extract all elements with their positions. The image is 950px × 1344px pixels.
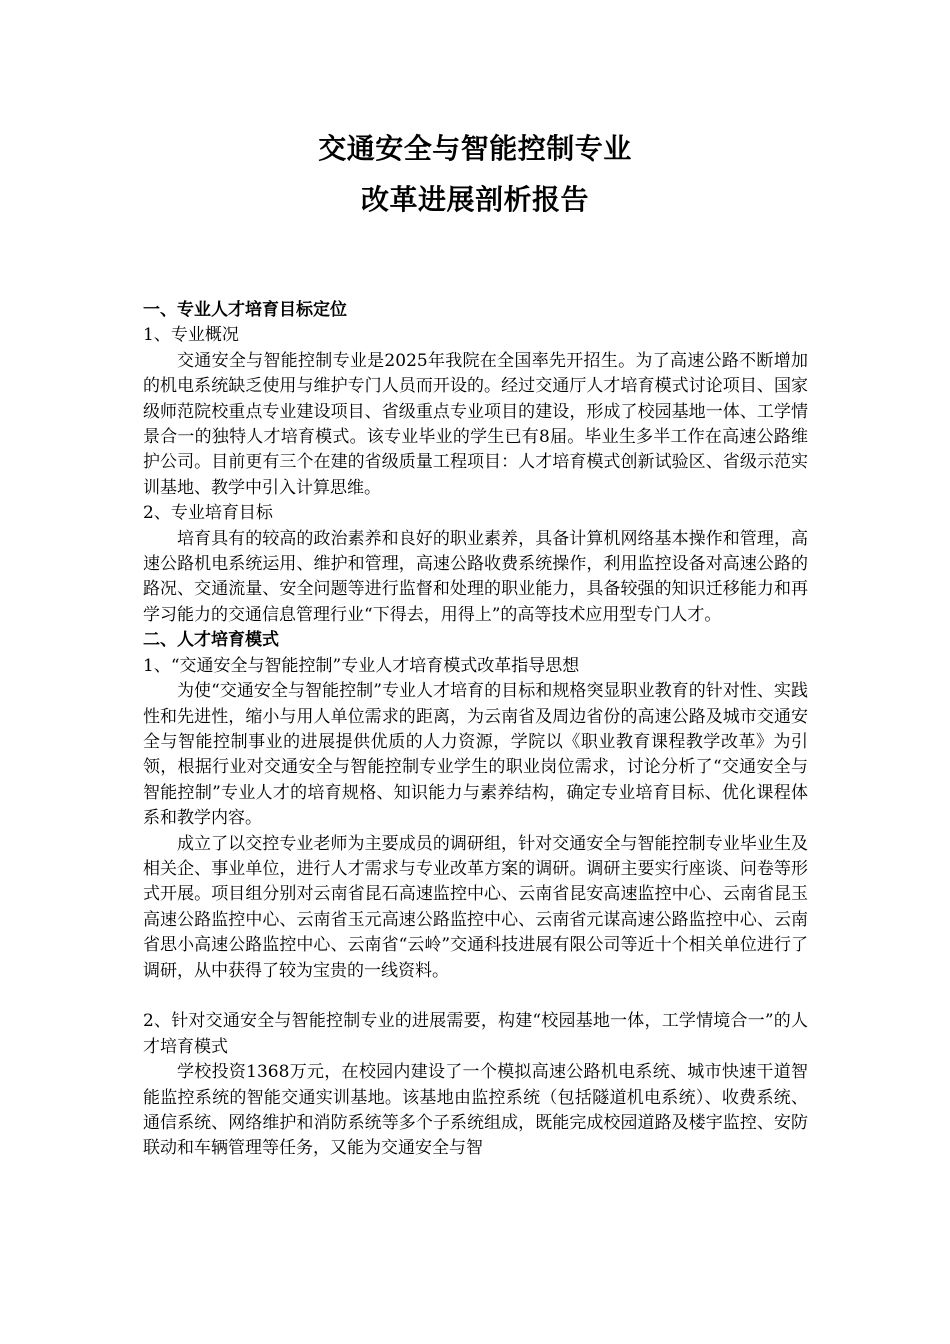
paragraph-1-1: 交通安全与智能控制专业是2025年我院在全国率先开招生。为了高速公路不断增加的机电系统缺乏使用与维护专门人员而开设的。经过交通厅人才培育模式讨论项目、国家级师范院校重点专业建设项目、省级重点专业项目的建设，形成了校园基地一体、工学情景合一的独特人才培育模式。该专业毕业的学生已有8届。毕业生多半工作在高速公路维护公司。目前更有三个在建的省级质量工程项目：人才培育模式创新试验区、省级示范实训基地、教学中引入计算思维。 (143, 350, 808, 498)
blank-line (143, 984, 808, 1009)
section-heading-2: 二、人才培育模式 (143, 630, 279, 651)
subsection-heading-2-2: 2、针对交通安全与智能控制专业的进展需要，构建“校园基地一体，工学情境合一”的人才培育模式 (143, 1011, 808, 1057)
paragraph-2-2: 学校投资1368万元，在校园内建设了一个模拟高速公路机电系统、城市快速干道智能监控系统的智能交通实训基地。该基地由监控系统（包括隧道机电系统）、收费系统、通信系统、网络维护和消防系统等多个子系统组成，既能完成校园道路及楼宇监控、安防联动和车辆管理等任务，又能为交通安全与智 (143, 1062, 808, 1159)
document-title-line2: 改革进展剖析报告 (360, 183, 589, 216)
paragraph-1-2: 培育具有的较高的政治素养和良好的职业素养，具备计算机网络基本操作和管理，高速公路机电系统运用、维护和管理，高速公路收费系统操作，利用监控设备对高速公路的路况、交通流量、安全问题等进行监督和处理的职业能力，具备较强的知识迁移能力和再学习能力的交通信息管理行业“下得去，用得上”的高等技术应用型专门人才。 (143, 528, 808, 625)
document-body (143, 298, 808, 1162)
section-heading-1: 一、专业人才培育目标定位 (143, 300, 347, 320)
document-title-line1: 交通安全与智能控制专业 (318, 132, 632, 165)
subsection-heading-1-1: 1、专业概况 (143, 325, 239, 346)
subsection-heading-2-1: 1、“交通安全与智能控制”专业人才培育模式改革指导思想 (143, 655, 580, 676)
subsection-heading-1-2: 2、专业培育目标 (143, 503, 273, 524)
paragraph-2-1-b: 成立了以交控专业老师为主要成员的调研组，针对交通安全与智能控制专业毕业生及相关企、事业单位，进行人才需求与专业改革方案的调研。调研主要实行座谈、问卷等形式开展。项目组分别对云南省昆石高速监控中心、云南省昆安高速监控中心、云南省昆玉高速公路监控中心、云南省玉元高速公路监控中心、云南省元谋高速公路监控中心、云南省思小高速公路监控中心、云南省“云岭”交通科技进展有限公司等近十个相关单位进行了调研，从中获得了较为宝贵的一线资料。 (143, 833, 808, 981)
paragraph-2-1-a: 为使“交通安全与智能控制”专业人才培育的目标和规格突显职业教育的针对性、实践性和先进性，缩小与用人单位需求的距离，为云南省及周边省份的高速公路及城市交通安全与智能控制事业的进展提供优质的人力资源，学院以《职业教育课程教学改革》为引领，根据行业对交通安全与智能控制专业学生的职业岗位需求，讨论分析了“交通安全与智能控制”专业人才的培育规格、知识能力与素养结构，确定专业培育目标、优化课程体系和教学内容。 (143, 681, 808, 829)
